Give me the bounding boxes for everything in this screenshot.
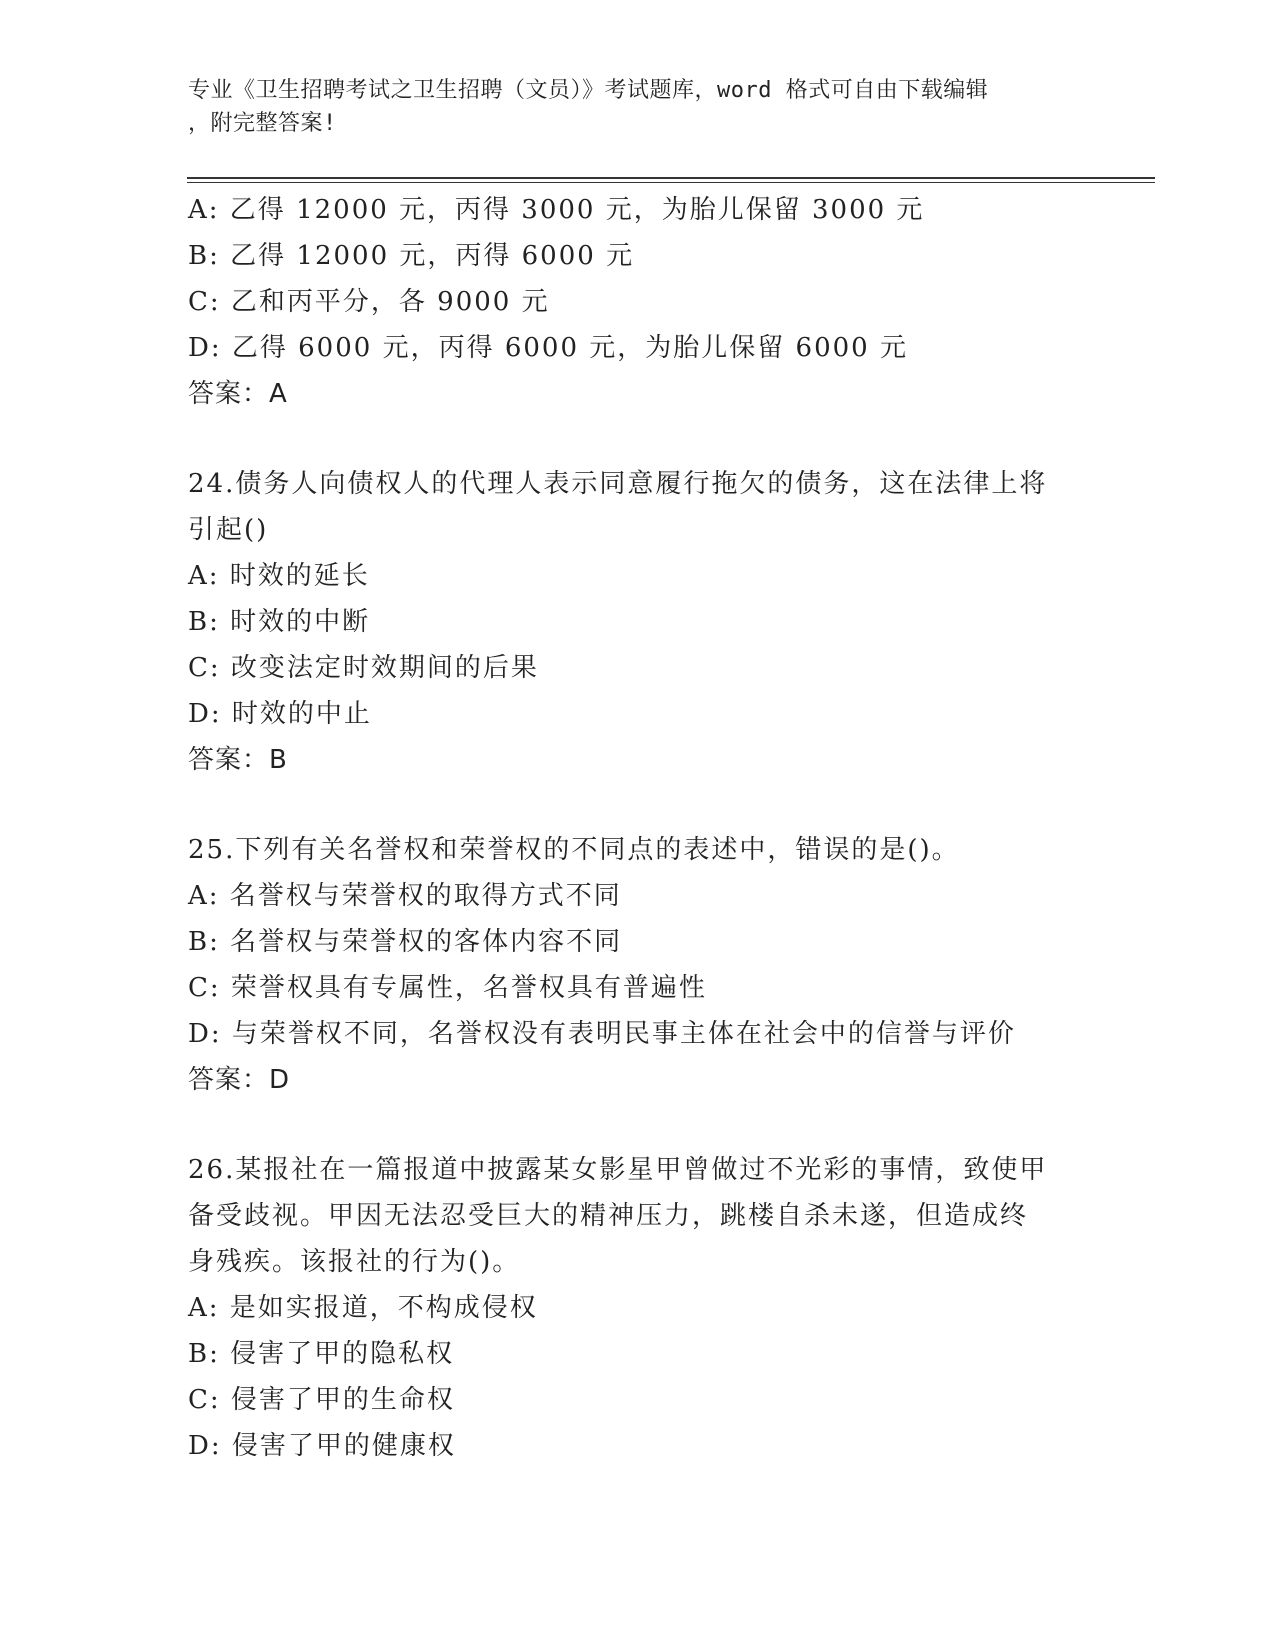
question-content [188, 187, 1088, 1469]
q25-option-a: A: 名誉权与荣誉权的取得方式不同 [188, 881, 622, 911]
question-26-block [188, 1147, 1088, 1469]
q24-option-a: A: 时效的延长 [188, 561, 370, 591]
header-divider-thin [187, 182, 1155, 183]
q24-option-c: C: 改变法定时效期间的后果 [188, 653, 539, 683]
spacer [188, 417, 1088, 461]
header-title-continuation: ，附完整答案! [188, 111, 337, 136]
q26-stem-line-1: 26.某报社在一篇报道中披露某女影星甲曾做过不光彩的事情，致使甲 [188, 1155, 1048, 1185]
q23-option-a: A: 乙得 12000 元，丙得 3000 元，为胎儿保留 3000 元 [188, 195, 925, 225]
spacer [188, 1103, 1088, 1147]
spacer [188, 783, 1088, 827]
question-23-block [188, 187, 1088, 417]
header-divider-thick [187, 177, 1155, 179]
q23-option-d: D: 乙得 6000 元，丙得 6000 元，为胎儿保留 6000 元 [188, 333, 908, 363]
q26-stem-line-2: 备受歧视。甲因无法忍受巨大的精神压力，跳楼自杀未遂，但造成终 [188, 1201, 1029, 1231]
q26-option-a: A: 是如实报道，不构成侵权 [188, 1293, 538, 1323]
question-25-block [188, 827, 1088, 1103]
q24-stem-line-1: 24.债务人向债权人的代理人表示同意履行拖欠的债务，这在法律上将 [188, 469, 1048, 499]
q23-option-c: C: 乙和丙平分，各 9000 元 [188, 287, 550, 317]
q23-option-b: B: 乙得 12000 元，丙得 6000 元 [188, 241, 635, 271]
q24-option-b: B: 时效的中断 [188, 607, 371, 637]
question-24-block [188, 461, 1088, 783]
q24-answer: 答案：B [188, 745, 288, 775]
document-header [188, 74, 1088, 140]
header-title-line: 专业《卫生招聘考试之卫生招聘（文员）》考试题库，word 格式可自由下载编辑 [188, 78, 989, 103]
q26-option-b: B: 侵害了甲的隐私权 [188, 1339, 455, 1369]
q26-option-c: C: 侵害了甲的生命权 [188, 1385, 455, 1415]
q24-option-d: D: 时效的中止 [188, 699, 372, 729]
q26-option-d: D: 侵害了甲的健康权 [188, 1431, 456, 1461]
q26-stem-line-3: 身残疾。该报社的行为()。 [188, 1247, 521, 1277]
q25-answer: 答案：D [188, 1065, 291, 1095]
q25-option-d: D: 与荣誉权不同，名誉权没有表明民事主体在社会中的信誉与评价 [188, 1019, 1016, 1049]
q25-option-c: C: 荣誉权具有专属性，名誉权具有普遍性 [188, 973, 707, 1003]
q25-option-b: B: 名誉权与荣誉权的客体内容不同 [188, 927, 623, 957]
q25-stem-line-1: 25.下列有关名誉权和荣誉权的不同点的表述中，错误的是()。 [188, 835, 960, 865]
q24-stem-line-2: 引起() [188, 515, 269, 545]
q23-answer: 答案：A [188, 379, 288, 409]
